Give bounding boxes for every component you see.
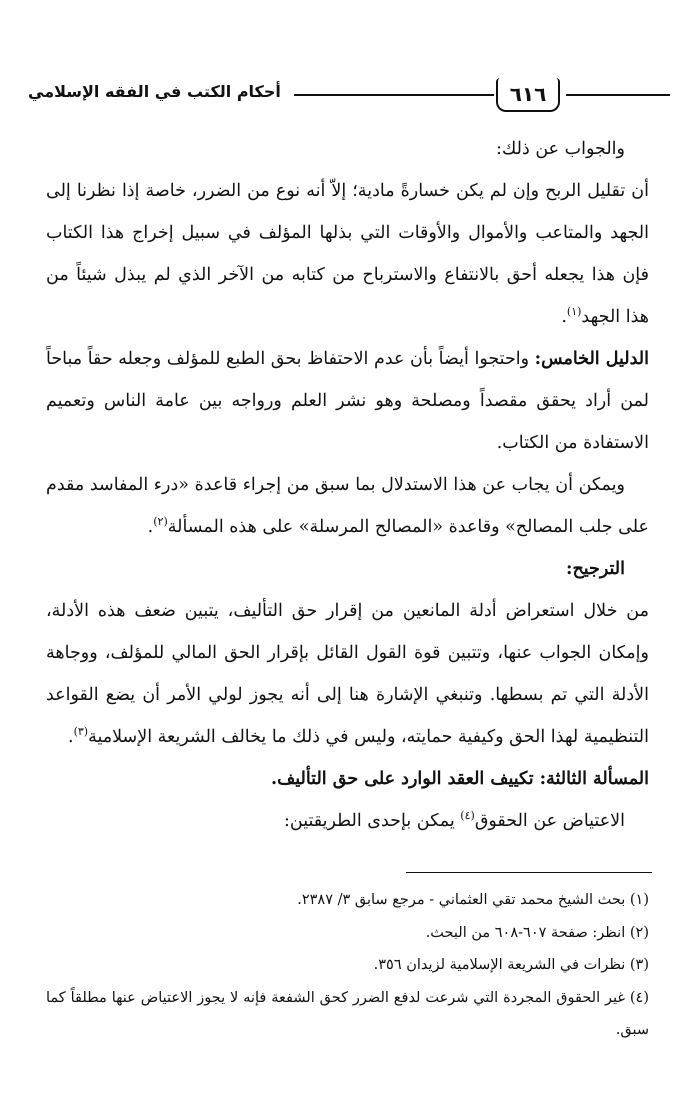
fifth-evidence-paragraph: [46, 338, 649, 464]
tarjih-paragraph: [46, 590, 649, 758]
issue3-heading: المسألة الثالثة: تكييف العقد الوارد على حق التأليف.: [271, 769, 649, 789]
answer-heading: والجواب عن ذلك:: [496, 139, 625, 159]
footnote-3: (٣) نظرات في الشريعة الإسلامية لزيدان ٣٥٦.: [373, 957, 649, 973]
footnote-ref-4: (٤): [460, 809, 475, 823]
book-title: أحكام الكتب في الفقه الإسلامي: [28, 82, 281, 101]
fifth-evidence-text: واحتجوا أيضاً بأن عدم الاحتفاظ بحق الطبع للمؤلف وجعله حقاً مباحاً لمن أراد يحقق مقصداً ومصلحة وهو نشر العلم ورواجه بين عامة الناس وتعميم الاستفادة من الكتاب.: [46, 349, 649, 453]
reply-end: .: [147, 517, 154, 537]
issue3-text-a: الاعتياض عن الحقوق: [474, 811, 625, 831]
footnote-ref-3: (٣): [73, 725, 89, 739]
header-rule-middle: [294, 94, 494, 96]
answer-text: أن تقليل الربح وإن لم يكن خسارةً مادية؛ إلاّ أنه نوع من الضرر، خاصة إذا نظرنا إلى الجهد والمتاعب والأموال والأوقات التي بذلها المؤلف في سبيل إخراج هذا الكتاب فإن هذا يجعله أحق بالانتفاع والاسترباح من كتابه من الآخر الذي لم يبذل شيئاً من هذا الجهد: [46, 181, 649, 327]
main-text: [46, 128, 649, 842]
header-rule-right: [566, 94, 670, 96]
fifth-evidence-label: الدليل الخامس:: [534, 349, 649, 369]
footnotes: [46, 884, 649, 1047]
issue3-paragraph: [46, 800, 649, 842]
tarjih-heading: الترجيح:: [566, 559, 625, 579]
reply-text: ويمكن أن يجاب عن هذا الاستدلال بما سبق من إجراء قاعدة «درء المفاسد مقدم على جلب المصالح» وقاعدة «المصالح المرسلة» على هذه المسألة: [46, 475, 649, 537]
footnote-ref-1: (١): [566, 305, 582, 319]
footnote-ref-2: (٢): [153, 515, 168, 529]
issue3-text-b: يمكن بإحدى الطريقتين:: [284, 811, 461, 831]
footnote-separator: [406, 872, 652, 873]
footnote-2: (٢) انظر: صفحة ٦٠٧-٦٠٨ من البحث.: [425, 924, 649, 941]
tarjih-end: .: [67, 727, 74, 747]
tarjih-text: من خلال استعراض أدلة المانعين من إقرار حق التأليف، يتبين ضعف هذه الأدلة، وإمكان الجواب عنها، وتتبين قوة القول القائل بإقرار الحق المالي للمؤلف، ووجاهة الأدلة التي تم بسطها. وتنبغي الإشارة هنا إلى أنه يجوز لولي الأمر أن يضع القواعد التنظيمية لهذا الحق وكيفية حمايته، وليس في ذلك ما يخالف الشريعة الإسلامية: [46, 601, 649, 747]
page-header: [28, 78, 670, 114]
answer-end: .: [561, 307, 567, 327]
footnote-1: (١) بحث الشيخ محمد تقي العثماني - مرجع سابق ٣/ ٢٣٨٧.: [297, 892, 649, 908]
reply-paragraph: [46, 464, 649, 548]
answer-paragraph: [46, 170, 649, 338]
footnote-4: (٤) غير الحقوق المجردة التي شرعت لدفع الضرر كحق الشفعة فإنه لا يجوز الاعتياض عنها مطلقاً كما سبق.: [46, 989, 649, 1038]
page-number: ٦١٦: [496, 78, 560, 112]
